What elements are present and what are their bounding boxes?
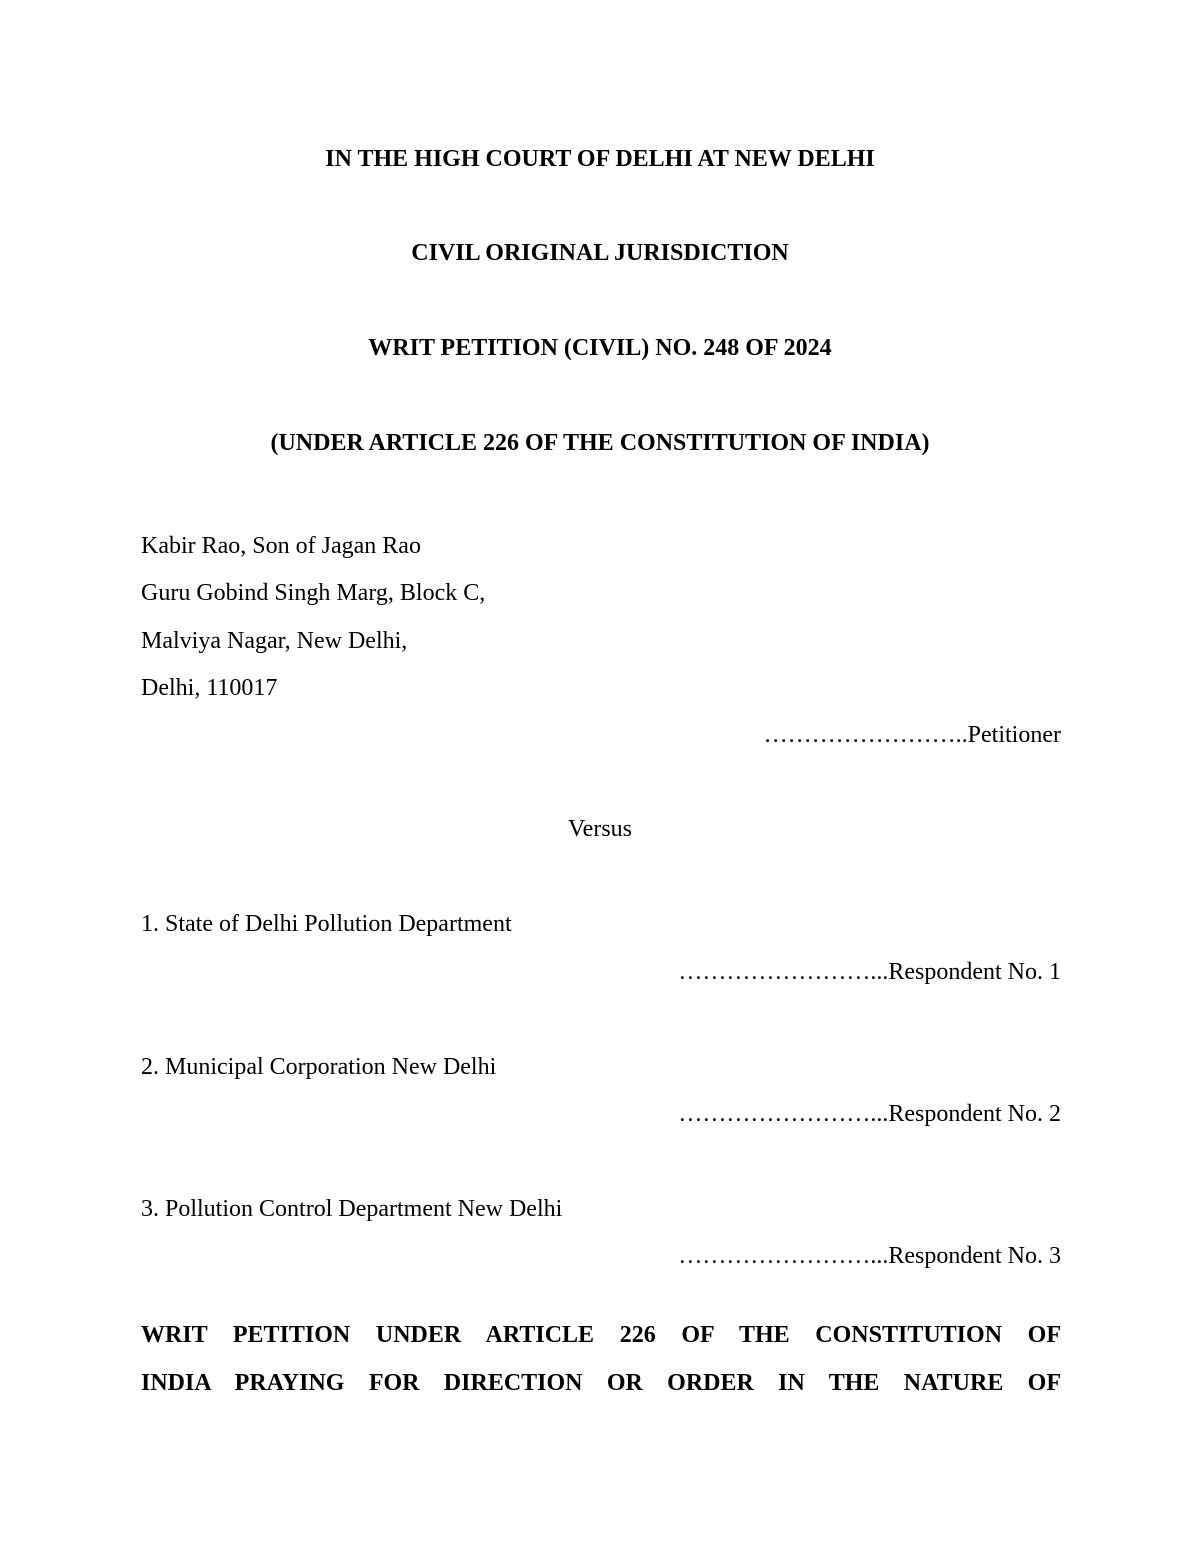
court-heading: IN THE HIGH COURT OF DELHI AT NEW DELHI bbox=[325, 146, 875, 172]
petitioner-address-line: Delhi, 110017 bbox=[141, 675, 278, 701]
versus-label: Versus bbox=[568, 816, 632, 842]
respondent-role: ……………………...Respondent No. 2 bbox=[678, 1101, 1061, 1127]
respondent-name: 1. State of Delhi Pollution Department bbox=[141, 911, 512, 937]
prayer-line: WRIT PETITION UNDER ARTICLE 226 OF THE CONSTITUTION OF bbox=[141, 1322, 1061, 1348]
respondent-name: 3. Pollution Control Department New Delhi bbox=[141, 1196, 563, 1222]
article-heading: (UNDER ARTICLE 226 OF THE CONSTITUTION OF INDIA) bbox=[270, 430, 930, 456]
petitioner-role: ……………………..Petitioner bbox=[763, 722, 1061, 748]
petitioner-name: Kabir Rao, Son of Jagan Rao bbox=[141, 533, 421, 559]
respondent-name: 2. Municipal Corporation New Delhi bbox=[141, 1054, 497, 1080]
petitioner-address-line: Malviya Nagar, New Delhi, bbox=[141, 628, 408, 654]
jurisdiction-heading: CIVIL ORIGINAL JURISDICTION bbox=[411, 240, 789, 266]
respondent-role: ……………………...Respondent No. 3 bbox=[678, 1243, 1061, 1269]
respondent-role: ……………………...Respondent No. 1 bbox=[678, 959, 1061, 985]
petitioner-address-line: Guru Gobind Singh Marg, Block C, bbox=[141, 580, 486, 606]
case-number-heading: WRIT PETITION (CIVIL) NO. 248 OF 2024 bbox=[368, 335, 832, 361]
prayer-line: INDIA PRAYING FOR DIRECTION OR ORDER IN THE NATURE OF bbox=[141, 1370, 1061, 1396]
